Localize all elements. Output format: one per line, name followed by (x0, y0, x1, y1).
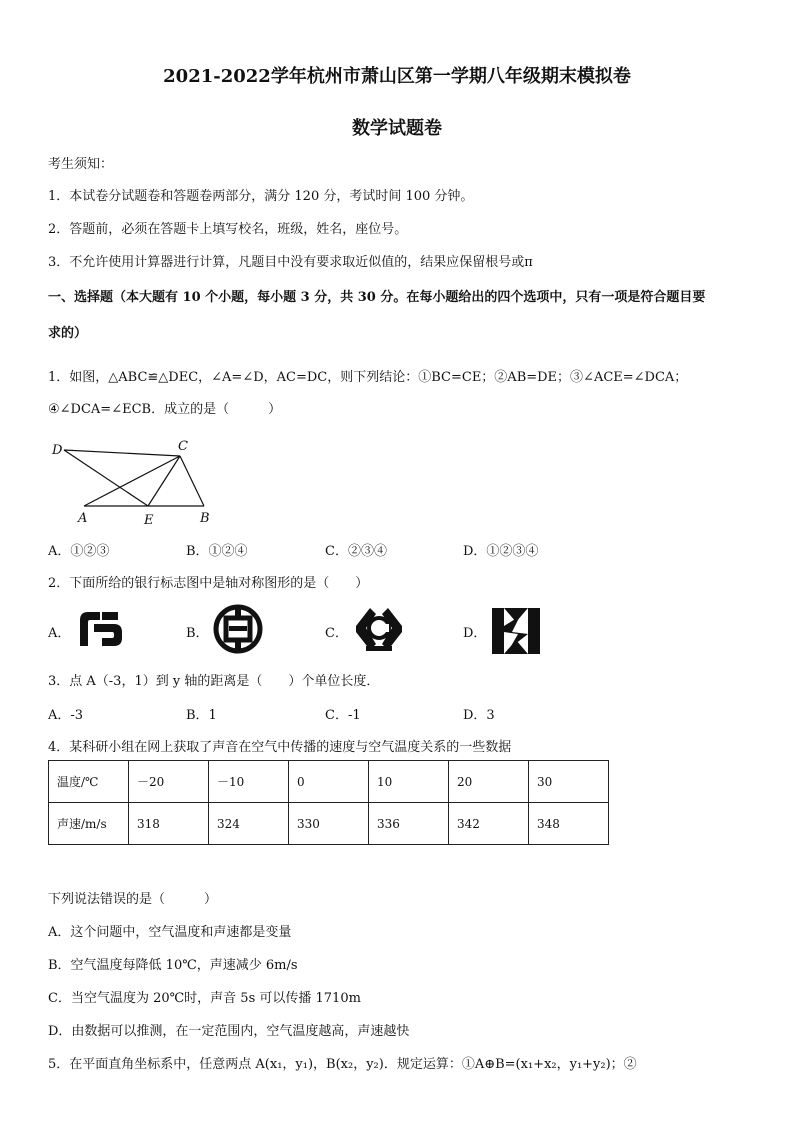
table-cell: 10 (369, 761, 449, 803)
q1-option-a[interactable]: A．①②③ (48, 544, 110, 559)
notice-item: 3．不允许使用计算器进行计算，凡题目中没有要求取近似值的，结果应保留根号或π (48, 255, 533, 270)
q3-option-c[interactable]: C．-1 (325, 708, 361, 723)
label-b: B (200, 511, 210, 526)
q2-option-b-label[interactable]: B． (186, 626, 209, 641)
exam-subtitle: 数学试题卷 (352, 118, 442, 139)
q2-option-d-label[interactable]: D． (463, 626, 487, 641)
table-cell: 336 (369, 803, 449, 845)
segment-ec (148, 456, 180, 506)
table-row-header: 温度/℃ (49, 761, 129, 803)
table-cell: 318 (129, 803, 209, 845)
bank-logo-b-icon[interactable] (211, 602, 265, 656)
bank-logo-d-icon[interactable] (490, 604, 542, 658)
q2-option-c-label[interactable]: C． (325, 626, 348, 641)
q1-triangle-figure (48, 432, 228, 532)
q2-stem: 2．下面所给的银行标志图中是轴对称图形的是（ ） (48, 576, 369, 591)
q4-question: 下列说法错误的是（ ） (48, 892, 218, 907)
section-heading-cont: 求的） (48, 326, 88, 341)
q1-option-b[interactable]: B．①②④ (186, 544, 248, 559)
label-e: E (144, 513, 154, 528)
notice-item: 1．本试卷分试题卷和答题卷两部分，满分 120 分，考试时间 100 分钟。 (48, 189, 474, 204)
q3-stem: 3．点 A（-3，1）到 y 轴的距离是（ ）个单位长度． (48, 674, 380, 689)
segment-ac (84, 456, 180, 506)
q3-option-a[interactable]: A．-3 (48, 708, 84, 723)
table-cell: 324 (209, 803, 289, 845)
q4-option-d[interactable]: D．由数据可以推测，在一定范围内，空气温度越高，声速越快 (48, 1024, 410, 1039)
label-d: D (52, 443, 63, 458)
q3-option-b[interactable]: B．1 (186, 708, 217, 723)
exam-title: 2021-2022学年杭州市萧山区第一学期八年级期末模拟卷 (163, 66, 631, 87)
bank-logo-a-icon[interactable] (74, 606, 128, 652)
q5-stem: 5．在平面直角坐标系中，任意两点 A(x₁，y₁)，B(x₂，y₂)．规定运算：①A⊕B=(x₁+x₂，y₁+y₂)；② (48, 1057, 637, 1072)
q1-option-c[interactable]: C．②③④ (325, 544, 387, 559)
q1-stem-cont: ④∠DCA=∠ECB．成立的是（ ） (48, 402, 282, 417)
bank-logo-c-icon[interactable] (348, 602, 410, 656)
table-cell: 348 (529, 803, 609, 845)
notice-heading: 考生须知： (48, 157, 114, 172)
table-cell: －20 (129, 761, 209, 803)
table-cell: －10 (209, 761, 289, 803)
segment-de (64, 450, 148, 506)
table-row-header: 声速/m/s (49, 803, 129, 845)
q4-option-b[interactable]: B．空气温度每降低 10℃，声速减少 6m/s (48, 958, 298, 973)
label-c: C (178, 439, 188, 454)
segment-dc (64, 450, 180, 456)
label-a: A (78, 511, 88, 526)
table-row (49, 803, 609, 845)
q1-option-d[interactable]: D．①②③④ (463, 544, 539, 559)
table-cell: 330 (289, 803, 369, 845)
section-heading: 一、选择题（本大题有 10 个小题，每小题 3 分，共 30 分。在每小题给出的四个选项中，只有一项是符合题目要 (48, 290, 706, 305)
q4-data-table (48, 760, 609, 845)
q1-stem: 1．如图，△ABC≌△DEC，∠A=∠D，AC=DC，则下列结论：①BC=CE；②AB=DE；③∠ACE=∠DCA； (48, 370, 688, 385)
q4-option-c[interactable]: C．当空气温度为 20℃时，声音 5s 可以传播 1710m (48, 991, 361, 1006)
notice-item: 2．答题前，必须在答题卡上填写校名，班级，姓名，座位号。 (48, 222, 408, 237)
table-cell: 342 (449, 803, 529, 845)
table-row (49, 761, 609, 803)
table-cell: 0 (289, 761, 369, 803)
q4-stem: 4．某科研小组在网上获取了声音在空气中传播的速度与空气温度关系的一些数据 (48, 740, 512, 755)
q2-option-a-label[interactable]: A． (48, 626, 71, 641)
table-cell: 30 (529, 761, 609, 803)
q3-option-d[interactable]: D．3 (463, 708, 495, 723)
segment-cb (180, 456, 204, 506)
table-cell: 20 (449, 761, 529, 803)
q4-option-a[interactable]: A．这个问题中，空气温度和声速都是变量 (48, 925, 292, 940)
